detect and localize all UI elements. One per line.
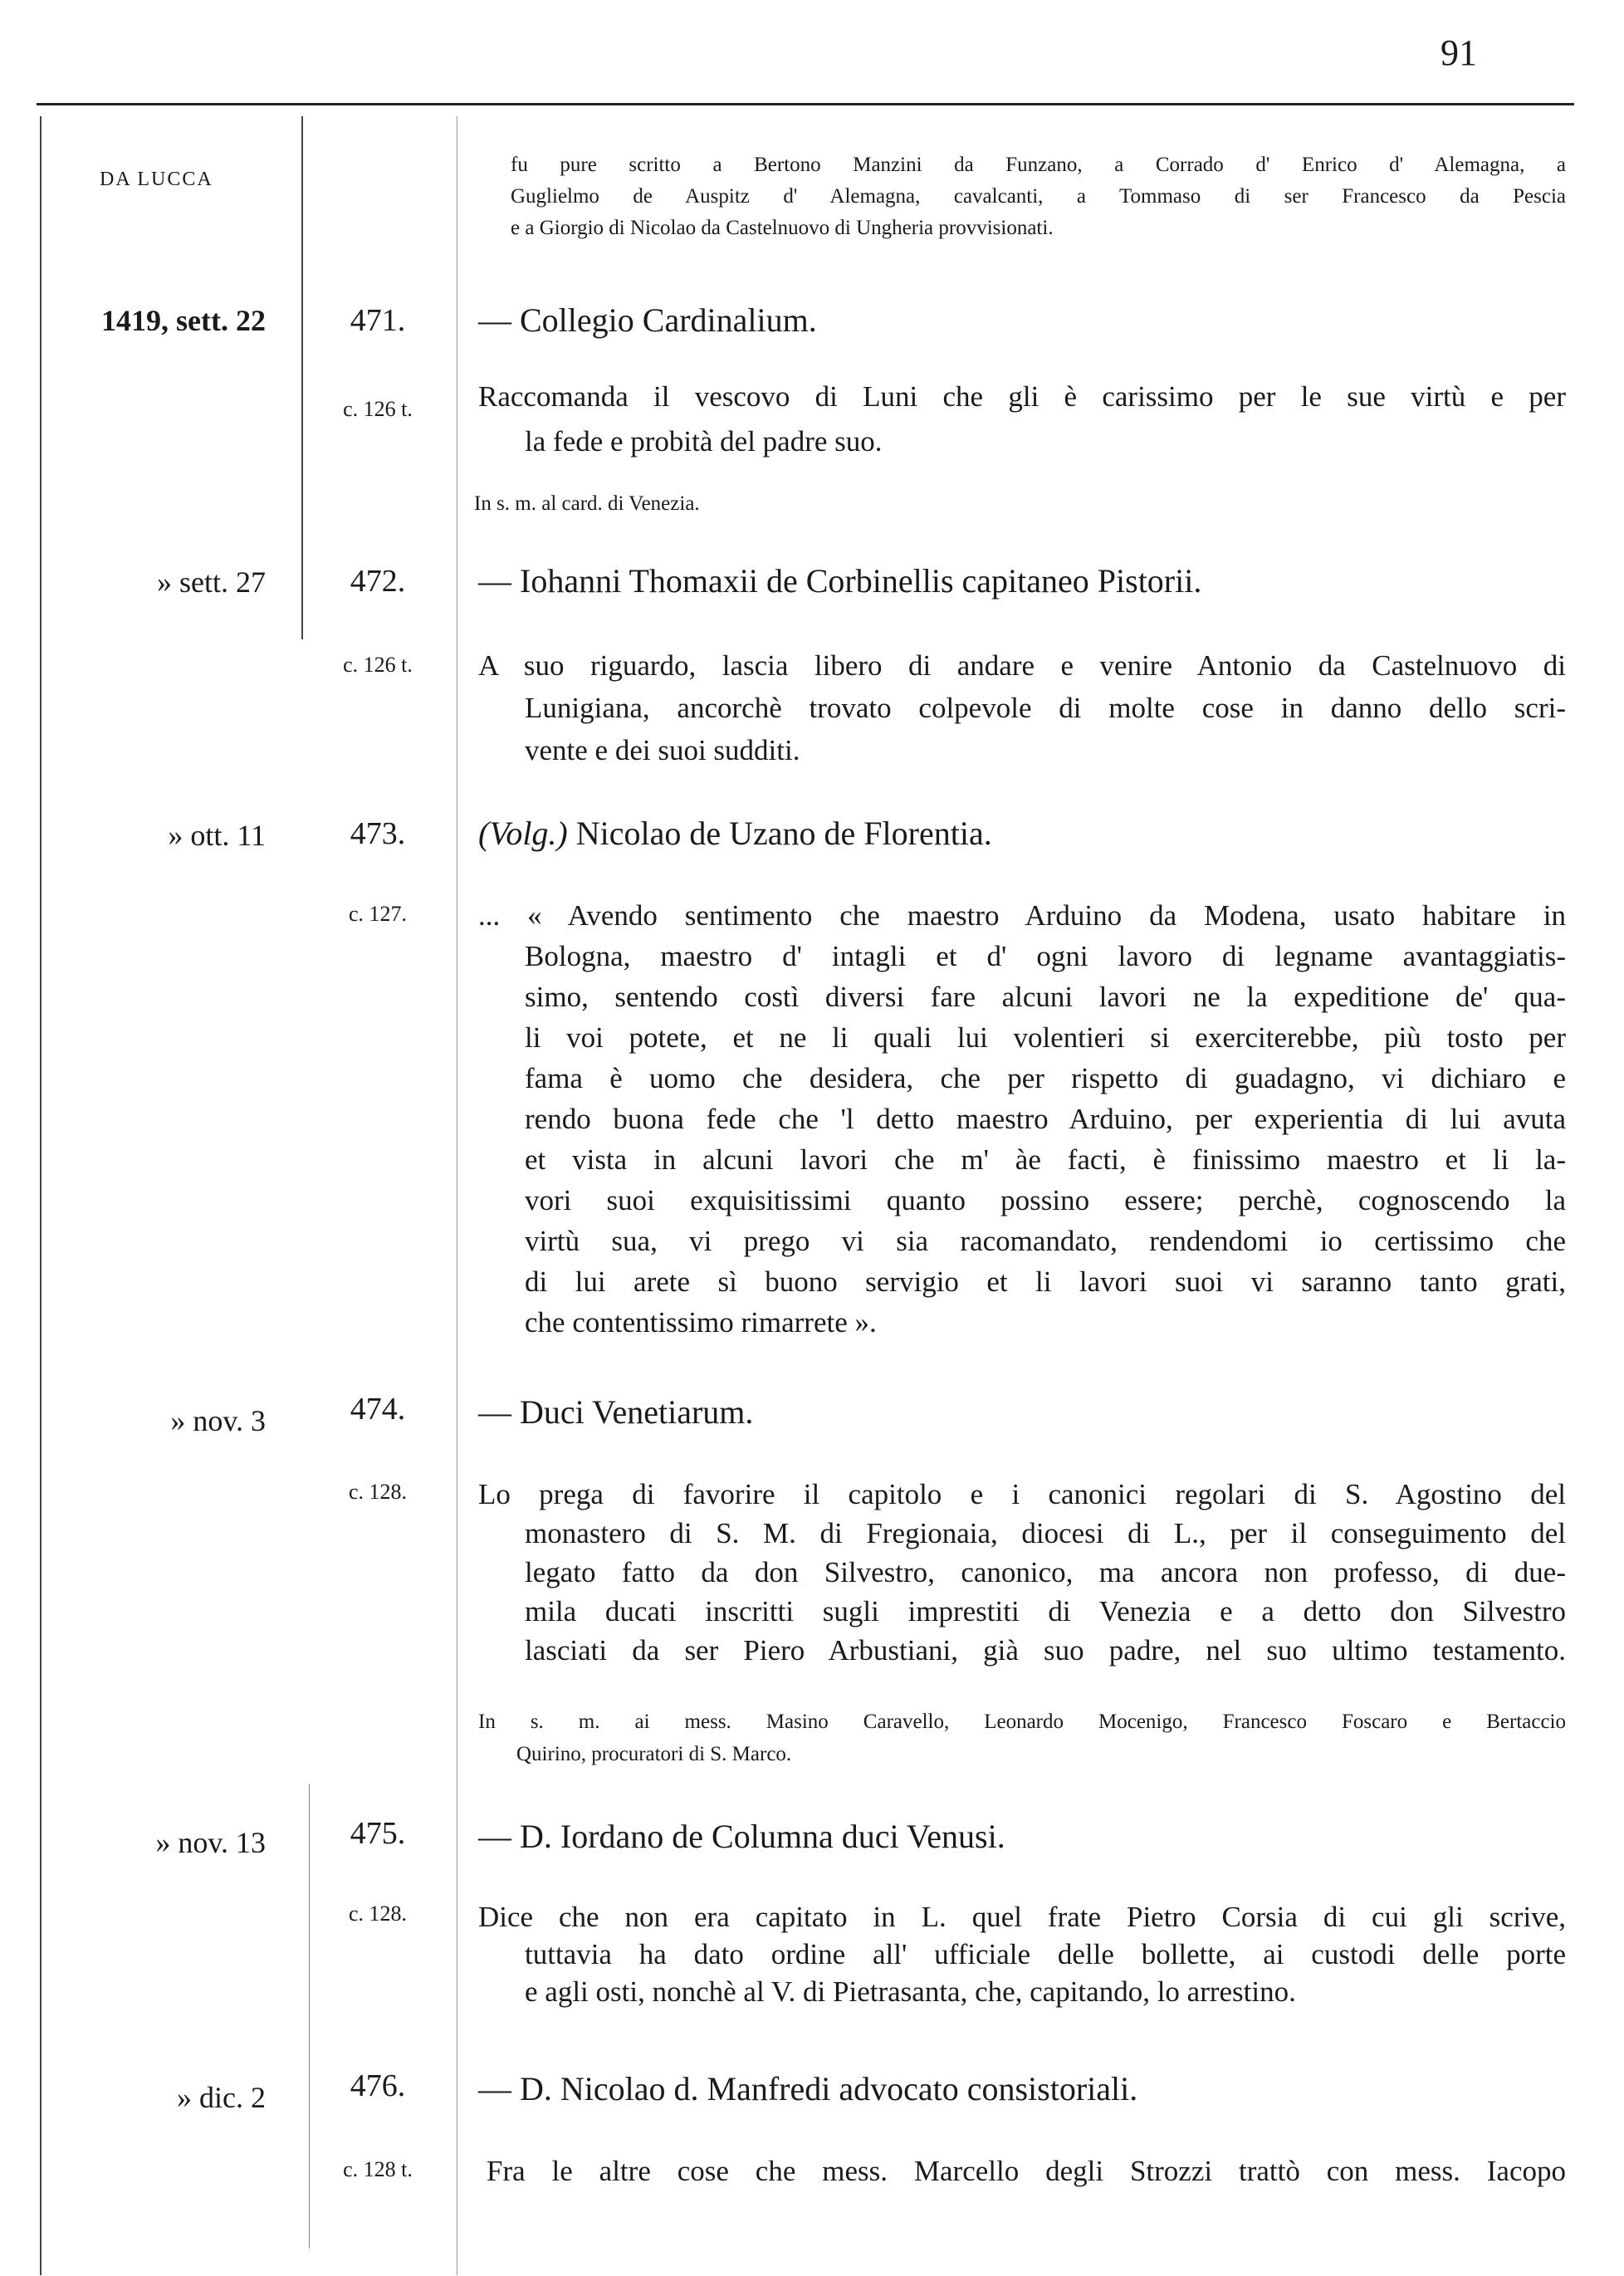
text-line: la fede e probità del padre suo. [525,425,883,458]
text-line: di lui arete sì buono servigio et li lavori suoi vi saranno tanto grati, [525,1265,1566,1298]
entry-body [478,1898,1566,2010]
entry-body [487,2152,1566,2190]
entry-date: » nov. 13 [155,1826,266,1859]
entry-date: » nov. 3 [170,1404,266,1437]
text-line: e a Giorgio di Nicolao da Castelnuovo di Ungheria provvisionati. [511,217,1054,239]
entry-folio: c. 128 t. [343,2157,413,2181]
text-line: lasciati da ser Piero Arbustiani, già suo padre, nel suo ultimo testamento. [525,1634,1566,1667]
entry-date: » sett. 27 [157,565,266,599]
running-head: DA LUCCA [100,169,213,190]
text-line: che contentissimo rimarrete ». [525,1306,877,1339]
text-line: e agli osti, nonchè al V. di Pietrasanta, che, capitando, lo arrestino. [525,1975,1296,2008]
title-prefix: (Volg.) [478,815,568,852]
text-line: Quirino, procuratori di S. Marco. [516,1743,792,1765]
text-line: A suo riguardo, lascia libero di andare e venire Antonio da Castelnuovo di [478,649,1566,682]
text-line: Lunigiana, ancorchè trovato colpevole di molte cose in danno dello scri- [525,692,1566,724]
text-line: Raccomanda il vescovo di Luni che gli è carissimo per le sue virtù e per [478,380,1566,413]
entry-number: 476. [350,2068,406,2103]
text-line: et vista in alcuni lavori che m' àe facti, è finissimo maestro et li la- [525,1143,1566,1176]
entry-number: 475. [350,1816,406,1851]
header-rule [37,103,1574,105]
text-line: vente e dei suoi sudditi. [525,734,800,766]
text-line: fu pure scritto a Bertono Manzini da Funzano, a Corrado d' Enrico d' Alemagna, a [511,154,1566,176]
column-divider [301,116,303,639]
text-line: virtù sua, vi prego vi sia racomandato, rendendomi io certissimo che [525,1225,1566,1257]
text-line: Dice che non era capitato in L. quel frate Pietro Corsia di cui gli scrive, [478,1901,1566,1933]
entry-number: 471. [350,303,406,338]
entry-folio: c. 126 t. [343,653,413,677]
text-line: simo, sentendo costì diversi fare alcuni lavori ne la expeditione de' qua- [525,981,1566,1013]
entry-title: — Collegio Cardinalium. [478,301,817,339]
entry-body [478,895,1566,1343]
text-line: Lo prega di favorire il capitolo e i canonici regolari di S. Agostino del [478,1478,1566,1510]
text-line: fama è uomo che desidera, che per rispetto di guadagno, vi dichiaro e [525,1062,1566,1094]
text-line: Fra le altre cose che mess. Marcello degli Strozzi trattò con mess. Iacopo [487,2155,1566,2187]
entry-title: — Iohanni Thomaxii de Corbinellis capitaneo Pistorii. [478,562,1202,600]
text-line: ... « Avendo sentimento che maestro Arduino da Modena, usato habitare in [478,899,1566,932]
text-line: In s. m. ai mess. Masino Caravello, Leonardo Mocenigo, Francesco Foscaro e Bertaccio [478,1711,1566,1733]
entry-number: 472. [350,564,406,599]
entry-title: — D. Nicolao d. Manfredi advocato consistoriali. [478,2070,1138,2107]
text-line: monastero di S. M. di Fregionaia, diocesi di L., per il conseguimento del [525,1517,1566,1549]
entry-note [474,492,1562,516]
entry-note [478,1706,1566,1770]
entry-folio: c. 127. [348,902,408,926]
text-line: rendo buona fede che 'l detto maestro Arduino, per experientia di lui avuta [525,1103,1566,1135]
entry-body [478,374,1566,464]
entry-number: 473. [350,816,406,851]
continuation-text [511,149,1566,244]
entry-title: — Duci Venetiarum. [478,1393,754,1431]
entry-number: 474. [350,1392,406,1427]
text-line: tuttavia ha dato ordine all' ufficiale delle bollette, ai custodi delle porte [525,1938,1566,1970]
entry-date: » dic. 2 [177,2081,266,2114]
entry-date: » ott. 11 [168,819,266,852]
entry-date: 1419, sett. 22 [101,304,266,337]
entry-folio: c. 128. [348,1480,408,1504]
page-number: 91 [1441,32,1477,73]
entry-title: — D. Iordano de Columna duci Venusi. [478,1818,1005,1855]
entry-body [478,1475,1566,1670]
text-line: legato fatto da don Silvestro, canonico, ma ancora non professo, di due- [525,1556,1566,1588]
text-line: vori suoi exquisitissimi quanto possino essere; perchè, cognoscendo la [525,1184,1566,1216]
entry-body [478,644,1566,771]
entry-folio: c. 126 t. [343,397,413,421]
column-divider [40,116,42,2275]
text-line: In s. m. al card. di Venezia. [474,492,700,515]
text-line: li voi potete, et ne li quali lui volentieri si exerciterebbe, più tosto per [525,1021,1566,1054]
text-line: Guglielmo de Auspitz d' Alemagna, cavalcanti, a Tommaso di ser Francesco da Pescia [511,185,1566,208]
text-line: Bologna, maestro d' intagli et d' ogni lavoro di legname avantaggiatis- [525,940,1566,972]
entry-title [478,814,992,853]
text-line: mila ducati inscritti sugli imprestiti di Venezia e a detto don Silvestro [525,1595,1566,1627]
title-text: Nicolao de Uzano de Florentia. [575,815,992,852]
entry-folio: c. 128. [348,1902,408,1926]
